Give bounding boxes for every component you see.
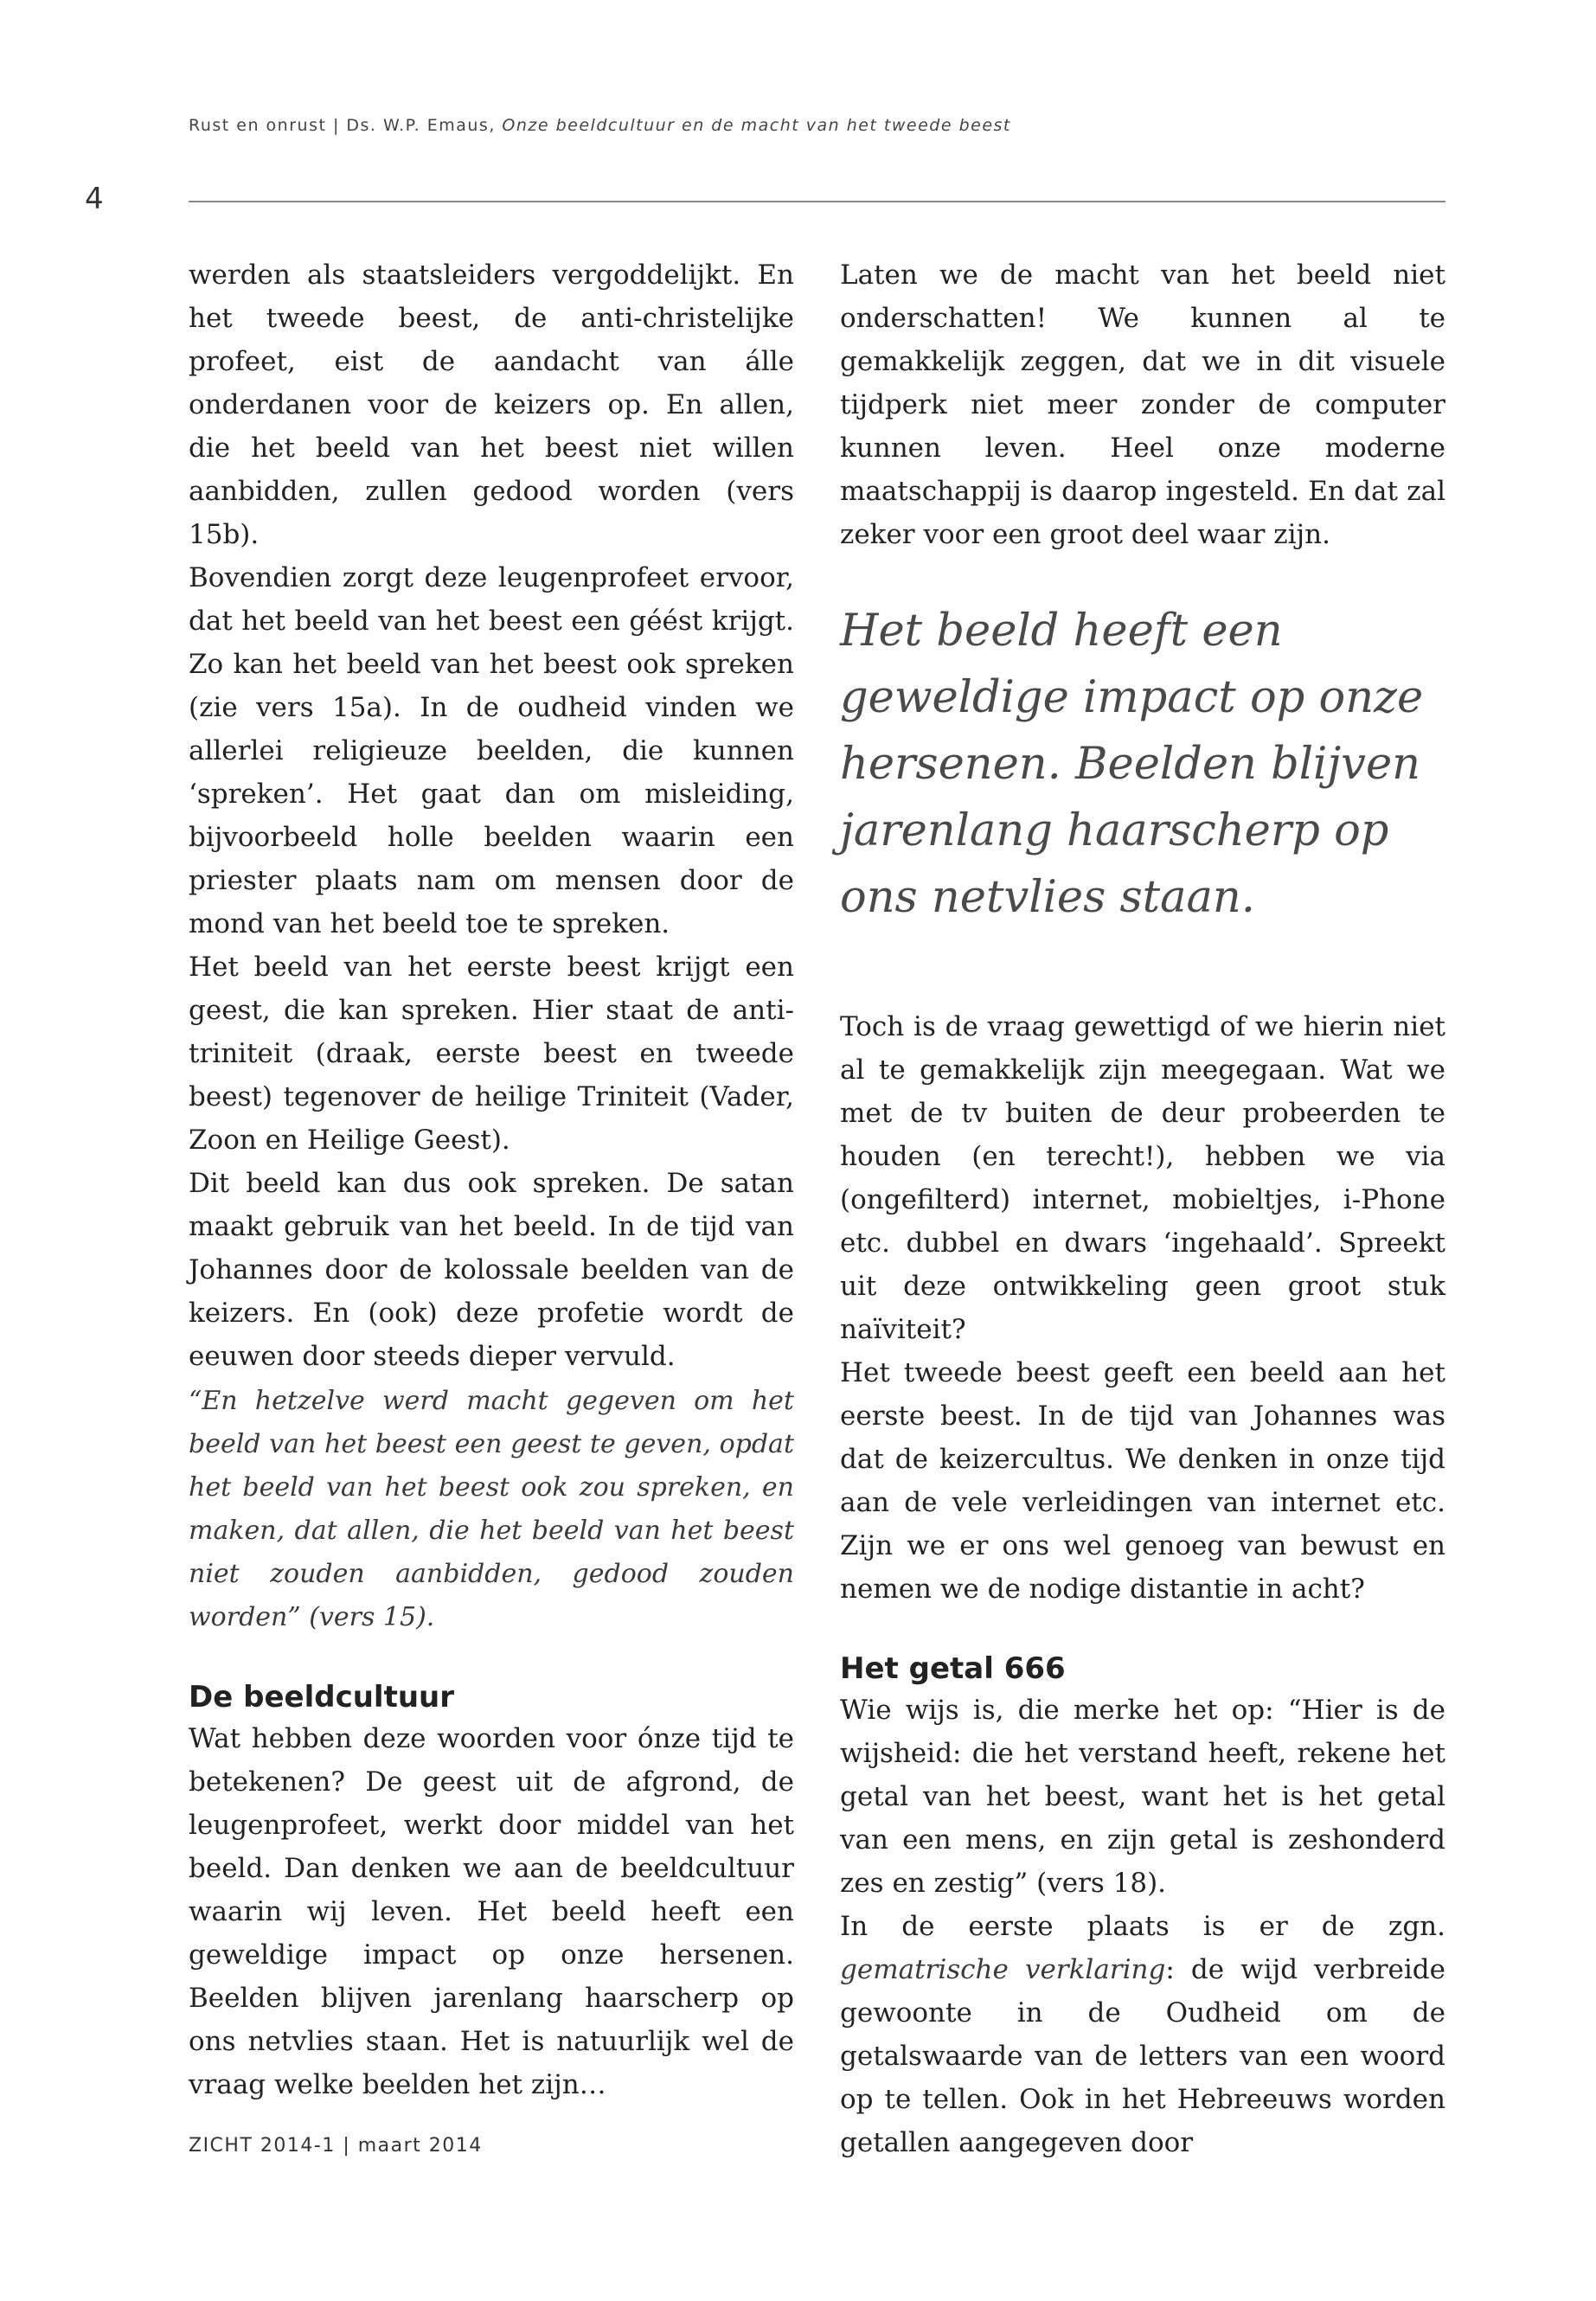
- left-paragraph-5: Wat hebben deze woorden voor ónze tijd te betekenen? De geest uit de afgrond, de leugenprofeet, werkt door middel van het beeld. Dan denken we aan de beeldcultuur waarin wij leven. Het beeld heeft een geweldige impact op onze hersenen. Beelden blijven jarenlang haarscherp op ons netvlies staan. Het is natuurlijk wel de vraag welke beelden het zijn…: [189, 1723, 794, 2100]
- running-head-title: Onze beeldcultuur en de macht van het tweede beest: [502, 116, 1011, 135]
- header-rule: [189, 201, 1445, 202]
- left-paragraph-3: Het beeld van het eerste beest krijgt een geest, die kan spreken. Hier staat de anti-triniteit (draak, eerste beest en tweede beest) tegenover de heilige Triniteit (Vader, Zoon en Heilige Geest).: [189, 952, 794, 1156]
- right-paragraph-5-rest: : de wijd verbreide gewoonte in de Oudheid om de getalswaarde van de letters van een woord op te tellen. Ook in het Hebreeuws worden getallen aangegeven door: [840, 1954, 1445, 2158]
- left-paragraph-1: werden als staatsleiders vergoddelijkt. En het tweede beest, de anti-christelijke profeet, eist de aandacht van álle onderdanen voor de keizers op. En allen, die het beeld van het beest niet willen aanbidden, zullen gedood worden (vers 15b).: [189, 260, 794, 550]
- left-column: [189, 253, 794, 2106]
- right-paragraph-3: Het tweede beest geeft een beeld aan het eerste beest. In de tijd van Johannes was dat de keizercultus. We denken in onze tijd aan de vele verleidingen van internet etc. Zijn we er ons wel genoeg van bewust en nemen we de nodige distantie in acht?: [840, 1357, 1445, 1605]
- right-paragraph-2: Toch is de vraag gewettigd of we hierin niet al te gemakkelijk zijn meegegaan. Wat we met de tv buiten de deur probeerden te houden (en terecht!), hebben we via (ongefilterd) internet, mobieltjes, i-Phone etc. dubbel en dwars ‘ingehaald’. Spreekt uit deze ontwikkeling geen groot stuk naïviteit?: [840, 1011, 1445, 1345]
- right-paragraph-5-start: In de eerste plaats is er de zgn.: [840, 1911, 1445, 1942]
- section-heading-getal-666: Het getal 666: [840, 1651, 1066, 1686]
- section-heading-beeldcultuur: De beeldcultuur: [189, 1680, 455, 1715]
- running-head: [189, 116, 1011, 135]
- page-number: 4: [85, 182, 104, 216]
- right-column: [840, 253, 1445, 2164]
- bible-quote: “En hetzelve werd macht gegeven om het beeld van het beest een geest te geven, opdat het beeld van het beest ook zou spreken, en maken, dat allen, die het beeld van het beest niet zouden aanbidden, gedood zouden worden” (vers 15).: [189, 1386, 794, 1632]
- right-paragraph-4: Wie wijs is, die merke het op: “Hier is de wijsheid: die het verstand heeft, rekene het getal van het beest, want het is het getal van een mens, en zijn getal is zeshonderd zes en zestig” (vers 18).: [840, 1695, 1445, 1899]
- running-head-author: Rust en onrust | Ds. W.P. Emaus,: [189, 116, 503, 135]
- pull-quote: Het beeld heeft een geweldige impact op onze hersenen. Beelden blijven jarenlang haarscherp op ons netvlies staan.: [840, 606, 1424, 923]
- gematrische-term: gematrische verklaring: [840, 1954, 1166, 1985]
- right-paragraph-1: Laten we de macht van het beeld niet onderschatten! We kunnen al te gemakkelijk zeggen, dat we in dit visuele tijdperk niet meer zonder de computer kunnen leven. Heel onze moderne maatschappij is daarop ingesteld. En dat zal zeker voor een groot deel waar zijn.: [840, 260, 1445, 550]
- footer-issue: ZICHT 2014-1 | maart 2014: [189, 2135, 483, 2157]
- right-paragraph-5: [840, 1905, 1445, 2164]
- left-paragraph-2: Bovendien zorgt deze leugenprofeet ervoor, dat het beeld van het beest een géést krijgt. Zo kan het beeld van het beest ook spreken (zie vers 15a). In de oudheid vinden we allerlei religieuze beelden, die kunnen ‘spreken’. Het gaat dan om misleiding, bijvoorbeeld holle beelden waarin een priester plaats nam om mensen door de mond van het beeld toe te spreken.: [189, 562, 794, 939]
- left-paragraph-4: Dit beeld kan dus ook spreken. De satan maakt gebruik van het beeld. In de tijd van Johannes door de kolossale beelden van de keizers. En (ook) deze profetie wordt de eeuwen door steeds dieper vervuld.: [189, 1168, 794, 1372]
